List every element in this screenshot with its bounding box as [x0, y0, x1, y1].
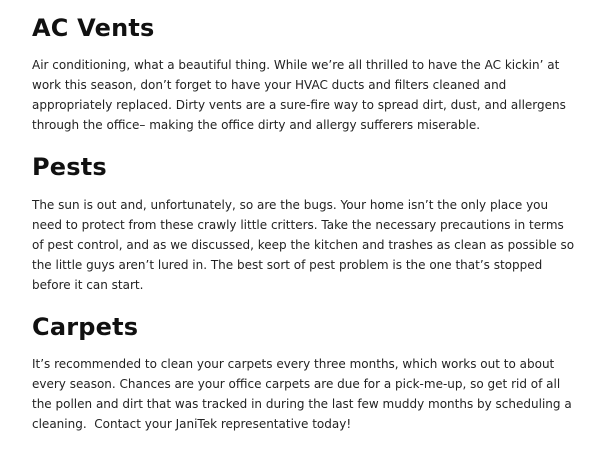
section-heading-carpets: Carpets	[32, 313, 139, 341]
section-body-ac-vents: Air conditioning, what a beautiful thing. While we’re all thrilled to have the AC kickin’ at work this season, don’t forget to have your HVAC ducts and filters cleaned and appropriately replaced. Dirty vents are a sure-fire way to spread dirt, dust, and allergens through the office– making the office dirty and allergy sufferers miserable.	[32, 58, 570, 132]
section-heading-ac-vents: AC Vents	[32, 14, 155, 42]
section-body-pests: The sun is out and, unfortunately, so are the bugs. Your home isn’t the only place you need to protect from these crawly little critters. Take the necessary precautions in terms of pest control, and as we discussed, keep the kitchen and trashes as clean as possible so the little guys aren’t lured in. The best sort of pest problem is the one that’s stopped before it can start.	[32, 198, 578, 292]
section-body-carpets: It’s recommended to clean your carpets every three months, which works out to about every season. Chances are your office carpets are due for a pick-me-up, so get rid of all the pollen and dirt that was tracked in during the last few muddy months by scheduling a cleaning. Contact your JaniTek representative today!	[32, 357, 576, 431]
section-heading-pests: Pests	[32, 153, 107, 181]
